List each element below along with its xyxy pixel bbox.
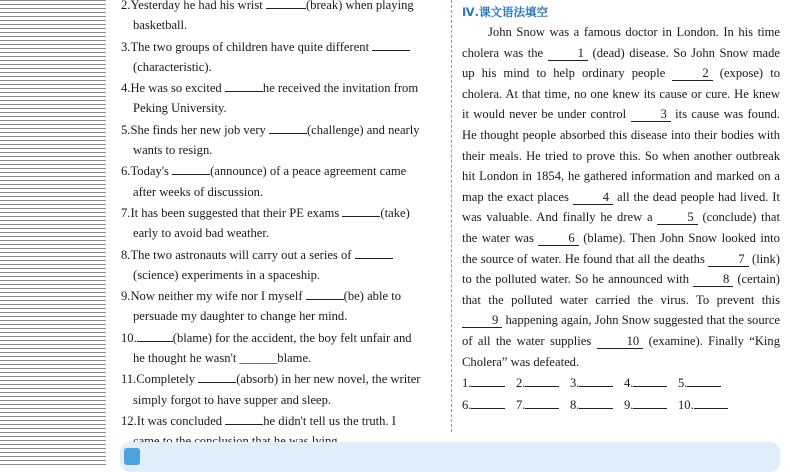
item-number: 10. xyxy=(121,330,137,345)
answer-blank[interactable]: 4 xyxy=(573,190,613,205)
answer-blank[interactable]: 6 xyxy=(538,231,578,246)
item-continuation: basketball. xyxy=(133,18,188,33)
item-number: 5. xyxy=(121,122,131,137)
fill-in-blank[interactable] xyxy=(306,285,344,300)
item-text: (break) when playing xyxy=(305,0,414,12)
answer-line[interactable] xyxy=(579,394,613,409)
item-continuation: (science) experiments in a spaceship. xyxy=(133,267,321,282)
item-text: She finds her new job very xyxy=(130,122,269,137)
item-text: The two groups of children have quite different xyxy=(130,39,373,54)
item-number: 12. xyxy=(121,413,137,428)
item-text: Now neither my wife nor I myself xyxy=(130,289,306,304)
item-text: (challenge) and nearly xyxy=(306,122,420,137)
fill-in-blank[interactable] xyxy=(355,244,393,259)
item-text: (be) able to xyxy=(343,289,402,304)
exercise-item xyxy=(121,285,441,327)
answer-number: 3. xyxy=(570,376,580,391)
answer-number: 5. xyxy=(678,376,688,391)
item-text: Completely xyxy=(136,372,199,387)
item-text: It was concluded xyxy=(136,413,226,428)
answer-number: 8. xyxy=(570,397,580,412)
answer-blank[interactable]: 10 xyxy=(597,334,644,349)
item-text: he didn't tell us the truth. I xyxy=(263,413,396,428)
exercise-item xyxy=(121,77,441,119)
item-number: 2. xyxy=(121,0,131,12)
answer-line[interactable] xyxy=(579,372,613,387)
exercise-item xyxy=(121,160,441,202)
answer-line[interactable] xyxy=(633,372,667,387)
fill-in-blank[interactable] xyxy=(266,0,306,9)
item-text: (blame) for the accident, the boy felt unfair and xyxy=(172,330,412,345)
exercise-item xyxy=(121,327,441,369)
answer-blank[interactable]: 7 xyxy=(708,252,748,267)
item-text: The two astronauts will carry out a series of xyxy=(130,247,355,262)
item-number: 6. xyxy=(121,164,131,179)
fill-in-blank[interactable] xyxy=(372,36,410,51)
answer-cell xyxy=(678,372,732,394)
item-number: 9. xyxy=(121,289,131,304)
answer-blank[interactable]: 8 xyxy=(693,272,733,287)
column-divider xyxy=(451,0,452,432)
answer-cell xyxy=(462,372,516,394)
exercise-item xyxy=(121,244,441,286)
answer-cell xyxy=(570,372,624,394)
answer-cell xyxy=(516,394,570,416)
answer-row-1 xyxy=(462,372,780,394)
answer-blank[interactable]: 1 xyxy=(548,46,588,61)
item-number: 11. xyxy=(121,372,137,387)
answer-row-2 xyxy=(462,394,780,416)
exercise-item xyxy=(121,202,441,244)
item-text: (announce) of a peace agreement came xyxy=(210,164,407,179)
answer-number: 9. xyxy=(624,397,634,412)
answer-number: 2. xyxy=(516,376,526,391)
item-text: He was so excited xyxy=(130,81,225,96)
item-number: 4. xyxy=(121,81,131,96)
item-number: 8. xyxy=(121,247,131,262)
exercise-item xyxy=(121,36,441,78)
answer-cell xyxy=(678,394,732,416)
item-continuation: (characteristic). xyxy=(133,59,212,74)
item-text: (take) xyxy=(380,205,410,220)
fill-in-blank[interactable] xyxy=(172,160,210,175)
exercise-item xyxy=(121,0,441,36)
answer-cell xyxy=(462,394,516,416)
item-continuation: early to avoid bad weather. xyxy=(133,226,270,241)
answer-blank[interactable]: 3 xyxy=(631,107,671,122)
answer-line[interactable] xyxy=(694,394,728,409)
item-text: (absorb) in her new novel, the writer xyxy=(236,372,421,387)
answer-cell xyxy=(624,372,678,394)
item-continuation: Peking University. xyxy=(133,101,227,116)
item-text: he received the invitation from xyxy=(262,81,419,96)
exercise-list-left xyxy=(121,0,441,452)
item-continuation: persuade my daughter to change her mind. xyxy=(133,309,348,324)
fill-in-blank[interactable] xyxy=(225,77,263,92)
fill-in-blank[interactable] xyxy=(137,327,173,342)
item-text: It has been suggested that their PE exams xyxy=(130,205,343,220)
item-continuation: simply forgot to have supper and sleep. xyxy=(133,392,332,407)
grammar-fill-section xyxy=(462,3,780,415)
answer-number: 1. xyxy=(462,376,472,391)
answer-cell xyxy=(570,394,624,416)
fill-in-blank[interactable] xyxy=(198,368,236,383)
answer-cell xyxy=(624,394,678,416)
fill-in-blank[interactable] xyxy=(342,202,380,217)
fill-in-blank[interactable] xyxy=(269,119,307,134)
section-title: Ⅳ.课文语法填空 xyxy=(462,5,549,19)
answer-number: 6. xyxy=(462,397,472,412)
left-margin-stripes xyxy=(0,0,106,465)
section-tab-marker xyxy=(124,448,140,465)
item-continuation: wants to resign. xyxy=(133,143,213,158)
answer-line[interactable] xyxy=(633,394,667,409)
exercise-item xyxy=(121,368,441,410)
item-text: Today's xyxy=(130,164,173,179)
item-number: 3. xyxy=(121,39,131,54)
item-number: 7. xyxy=(121,205,131,220)
answer-number: 10. xyxy=(678,397,694,412)
fill-in-blank[interactable] xyxy=(225,410,263,425)
answer-blank[interactable]: 9 xyxy=(462,313,502,328)
item-continuation: he thought he wasn't ______blame. xyxy=(133,351,312,366)
answer-cell xyxy=(516,372,570,394)
item-text: Yesterday he had his wrist xyxy=(130,0,266,12)
answer-line[interactable] xyxy=(687,372,721,387)
answer-blank[interactable]: 5 xyxy=(657,210,697,225)
item-continuation: after weeks of discussion. xyxy=(133,184,264,199)
answer-line[interactable] xyxy=(525,372,559,387)
answer-line[interactable] xyxy=(525,394,559,409)
answer-line[interactable] xyxy=(471,372,505,387)
answer-number: 7. xyxy=(516,397,526,412)
passage-paragraph: John Snow was a famous doctor in London. In his time cholera was the 1 (dead) disease. So John Snow made up his mind to help ordinary people 2 (expose) to cholera. At that time, no one knew its cause or cure. He knew it would never be under control 3 its cause was found. He thought people absorbed this disease into their bodies with their meals. He tried to prove this. So when another outbreak hit London in 1854, he gathered information and marked on a map the exact places 4 all the dead people had lived. It was valuable. And finally he drew a 5 (conclude) that the water was 6 (blame). Then John Snow looked into the source of water. He found that all the deaths 7 (link) to the polluted water. So he announced with 8 (certain) that the polluted water carried the virus. To prevent this 9 happening again, John Snow suggested that the source of all the water supplies 10 (examine). Finally “King Cholera” was defeated. xyxy=(462,25,781,369)
answer-number: 4. xyxy=(624,376,634,391)
exercise-item xyxy=(121,119,441,161)
answer-blank[interactable]: 2 xyxy=(672,66,712,81)
next-section-header-bar xyxy=(120,442,780,472)
answer-line[interactable] xyxy=(471,394,505,409)
